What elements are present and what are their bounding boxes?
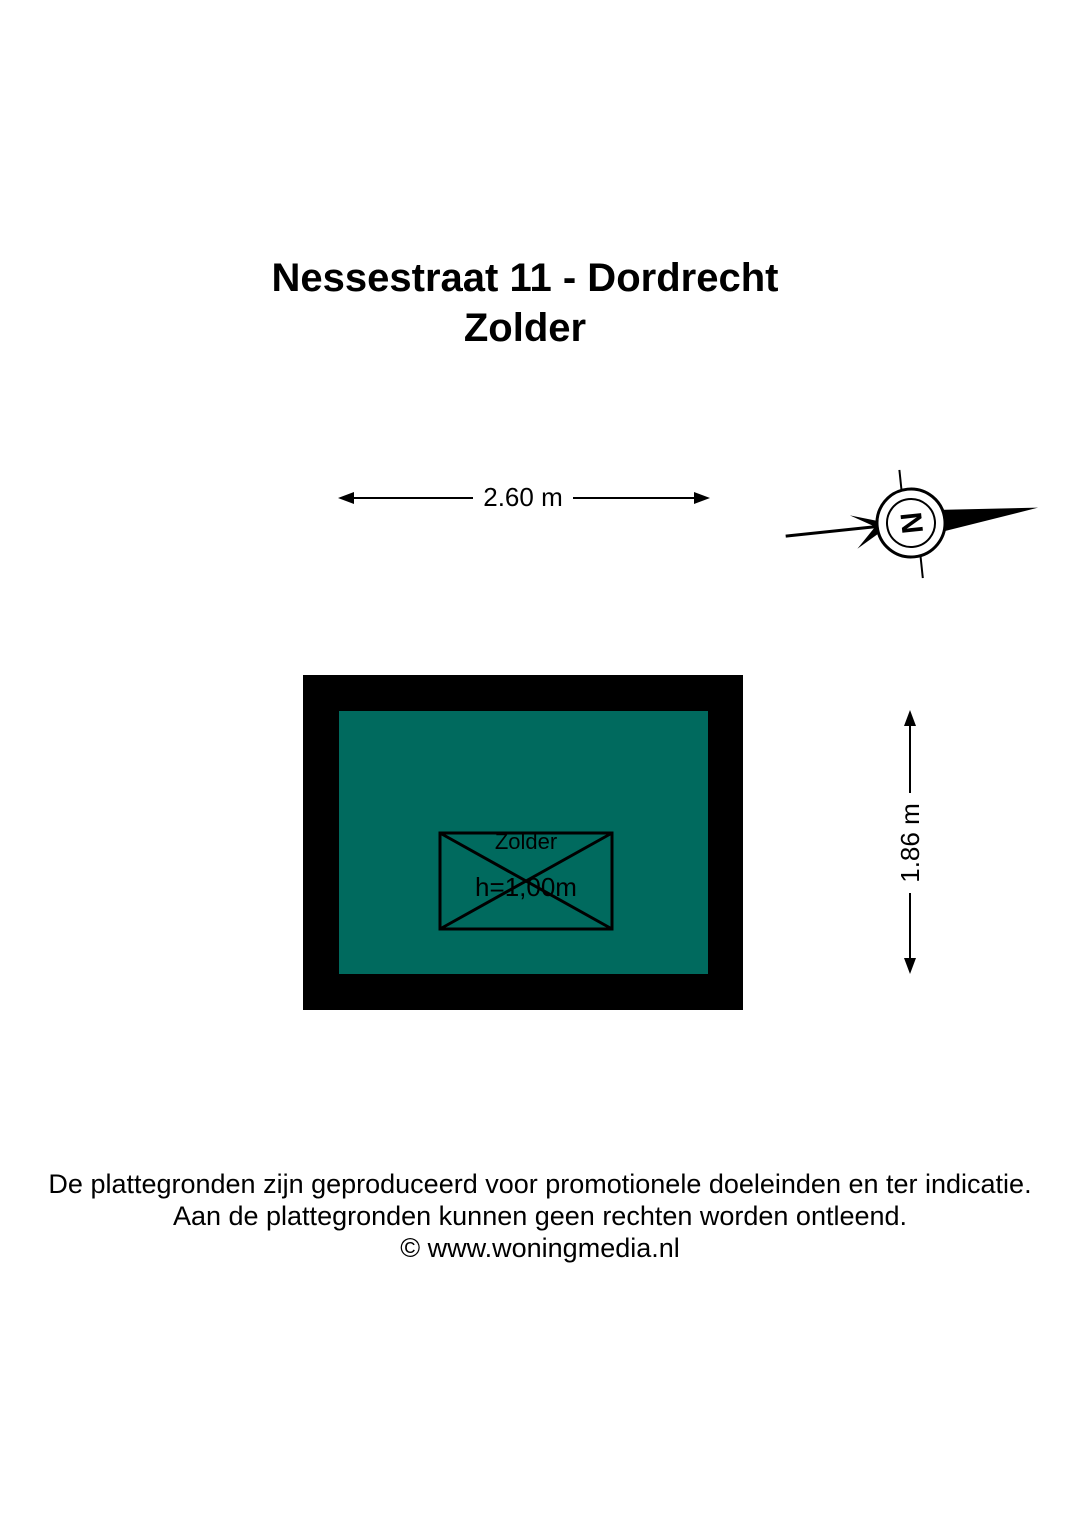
disclaimer-line-2: Aan de plattegronden kunnen geen rechten worden ontleend. xyxy=(172,1201,908,1231)
room-height-label: h=1,00m xyxy=(475,872,577,902)
arrow-left-icon xyxy=(338,492,354,504)
depth-dimension-label: 1.86 m xyxy=(893,793,927,893)
disclaimer-line-1: De plattegronden zijn geproduceerd voor promotionele doeleinden en ter indicatie. xyxy=(48,1169,1032,1199)
copyright-link: © www.woningmedia.nl xyxy=(400,1233,680,1263)
floor-title: Zolder xyxy=(463,306,587,350)
arrow-up-icon xyxy=(904,710,916,726)
width-dimension-label: 2.60 m xyxy=(473,480,573,514)
arrow-right-icon xyxy=(694,492,710,504)
compass-north-letter: N xyxy=(894,510,931,536)
page-title: Nessestraat 11 - Dordrecht xyxy=(271,256,779,300)
arrow-down-icon xyxy=(904,958,916,974)
north-arrow-compass-icon xyxy=(780,456,1044,592)
room-name-label: Zolder xyxy=(494,829,558,854)
